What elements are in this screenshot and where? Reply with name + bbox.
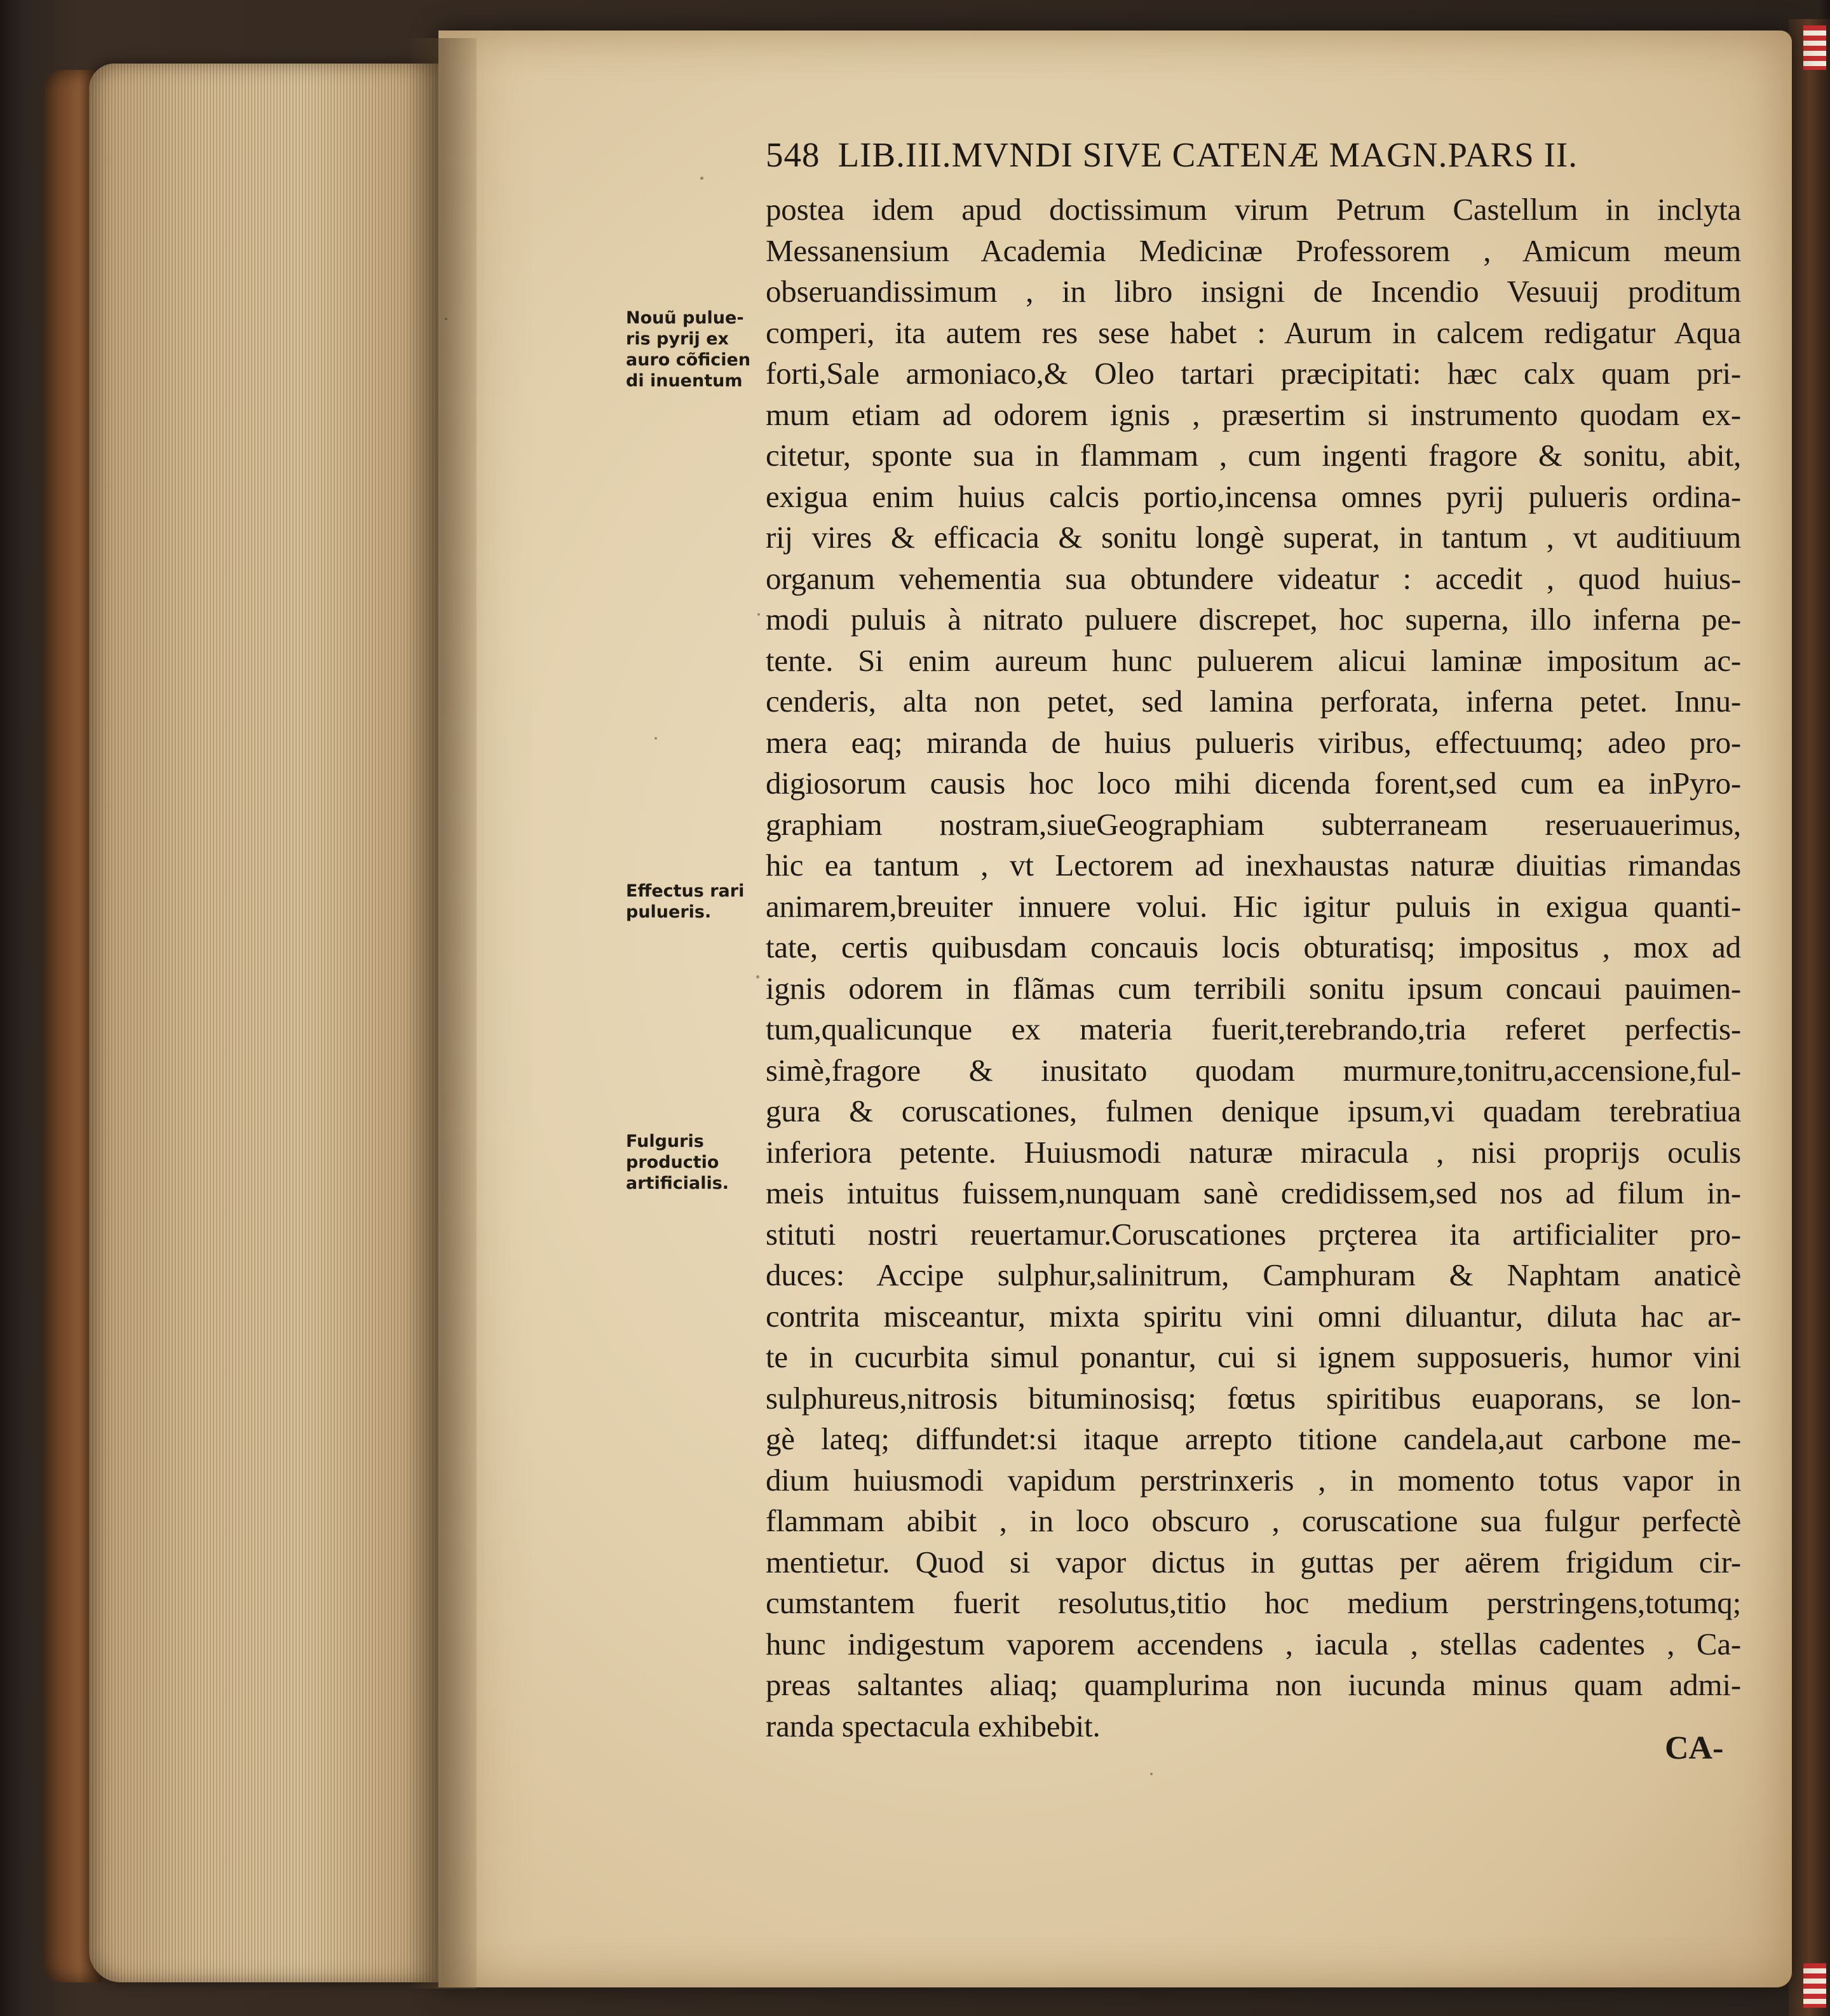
paper-speck [700, 177, 703, 180]
text-line: contrita misceantur, mixta spiritu vini omni diluantur, diluta hac ar- [766, 1298, 1741, 1334]
text-line: cumstantem fuerit resolutus,titio hoc medium perstringens,totumq; [766, 1585, 1741, 1620]
marginal-note-line: ris pyrij ex [626, 329, 729, 349]
marginal-note-line: Effectus rari [626, 881, 745, 901]
text-line: postea idem apud doctissimum virum Petrum Castellum in inclyta [766, 192, 1741, 227]
paper-speck [769, 1722, 771, 1724]
catchword: CA- [1665, 1730, 1724, 1766]
marginal-note-line: Fulguris [626, 1132, 704, 1151]
marginal-note-line: Nouũ pulue- [626, 308, 744, 328]
text-line: forti,Sale armoniaco,& Oleo tartari præcipitati: hæc calx quam pri- [766, 356, 1741, 391]
text-line: hic ea tantum , vt Lectorem ad inexhaustas naturæ diuitias rimandas [766, 848, 1741, 883]
text-line: tente. Si enim aureum hunc puluerem alicui laminæ impositum ac- [766, 642, 1741, 678]
paper-speck [756, 975, 759, 978]
text-line: mentietur. Quod si vapor dictus in guttas per aërem frigidum cir- [766, 1544, 1741, 1580]
paper-speck [757, 613, 760, 616]
marginal-note-line: productio [626, 1153, 719, 1172]
text-line: mera eaq; miranda de huius pulueris viribus, effectuumq; adeo pro- [766, 724, 1741, 760]
marginal-note-lightning [626, 1131, 769, 1194]
body-text [766, 189, 1741, 1747]
text-line: simè,fragore & inusitato quodam murmure,tonitru,accensione,ful- [766, 1052, 1741, 1088]
marginal-note-line: di inuentum [626, 371, 743, 391]
text-line: comperi, ita autem res sese habet : Aurum in calcem redigatur Aqua [766, 315, 1741, 350]
text-line: gura & coruscationes, fulmen denique ipsum,vi quadam terebratiua [766, 1093, 1741, 1128]
paper-speck [1150, 1773, 1153, 1775]
text-line: modi puluis à nitrato puluere discrepet, hoc superna, illo inferna pe- [766, 602, 1741, 637]
text-line: inferiora petente. Huiusmodi naturæ miracula , nisi proprijs oculis [766, 1134, 1741, 1170]
text-line: flammam abibit , in loco obscuro , coruscatione sua fulgur perfectè [766, 1503, 1741, 1538]
paper-speck [654, 737, 657, 740]
marginal-note-gold-powder [626, 308, 769, 391]
text-line: duces: Accipe sulphur,salinitrum, Camphuram & Naphtam anaticè [766, 1257, 1741, 1292]
text-line: mum etiam ad odorem ignis , præsertim si instrumento quodam ex- [766, 396, 1741, 432]
text-line: dium huiusmodi vapidum perstrinxeris , in momento totus vapor in [766, 1462, 1741, 1498]
text-line: Messanensium Academia Medicinæ Professorem , Amicum meum [766, 233, 1741, 268]
text-line: preas saltantes aliaq; quamplurima non iucunda minus quam admi- [766, 1667, 1741, 1702]
text-line: tate, certis quibusdam concauis locis obturatisq; impositus , mox ad [766, 930, 1741, 964]
text-line: organum vehementia sua obtundere videatur : accedit , quod huius- [766, 560, 1741, 596]
text-line: graphiam nostram,siueGeographiam subterraneam reseruauerimus, [766, 806, 1741, 842]
text-line: animarem,breuiter innuere volui. Hic igitur puluis in exigua quanti- [766, 888, 1741, 924]
text-line: randa spectacula exhibebit. [766, 1708, 1101, 1743]
text-line: citetur, sponte sua in flammam , cum ingenti fragore & sonitu, abit, [766, 438, 1741, 473]
marginal-note-line: auro cõficien [626, 350, 751, 370]
text-line: ignis odorem in flãmas cum terribili sonitu ipsum concaui pauimen- [766, 970, 1741, 1006]
text-line: exigua enim huius calcis portio,incensa omnes pyrij pulueris ordina- [766, 478, 1741, 514]
text-line: stituti nostri reuertamur.Coruscationes prçterea ita artificialiter pro- [766, 1216, 1741, 1252]
text-line: tum,qualicunque ex materia fuerit,terebrando,tria referet perfectis- [766, 1011, 1741, 1046]
text-line: meis intuitus fuissem,nunquam sanè credidissem,sed nos ad filum in- [766, 1175, 1741, 1210]
running-title: LIB.III.MVNDI SIVE CATENÆ MAGN.PARS II. [837, 135, 1578, 174]
text-line: te in cucurbita simul ponantur, cui si ignem supposueris, humor vini [766, 1339, 1741, 1374]
page-number: 548 [766, 135, 820, 174]
text-line: obseruandissimum , in libro insigni de Incendio Vesuuij proditum [766, 274, 1741, 309]
text-line: rij vires & efficacia & sonitu longè superat, in tantum , vt auditiuum [766, 520, 1741, 555]
text-line: hunc indigestum vaporem accendens , iacula , stellas cadentes , Ca- [766, 1626, 1741, 1661]
marginal-note-line: pulueris. [626, 902, 712, 922]
paper-speck [445, 318, 447, 320]
text-line: sulphureus,nitrosis bituminosisq; fœtus spiritibus euaporans, se lon- [766, 1380, 1741, 1416]
text-line: digiosorum causis hoc loco mihi dicenda forent,sed cum ea inPyro- [766, 766, 1741, 801]
marginal-note-line: artificialis. [626, 1174, 729, 1193]
running-head [766, 135, 1674, 179]
text-line: cenderis, alta non petet, sed lamina perforata, inferna petet. Innu- [766, 684, 1741, 719]
marginal-note-effects [626, 881, 769, 923]
text-line: gè lateq; diffundet:si itaque arrepto titione candela,aut carbone me- [766, 1421, 1741, 1456]
